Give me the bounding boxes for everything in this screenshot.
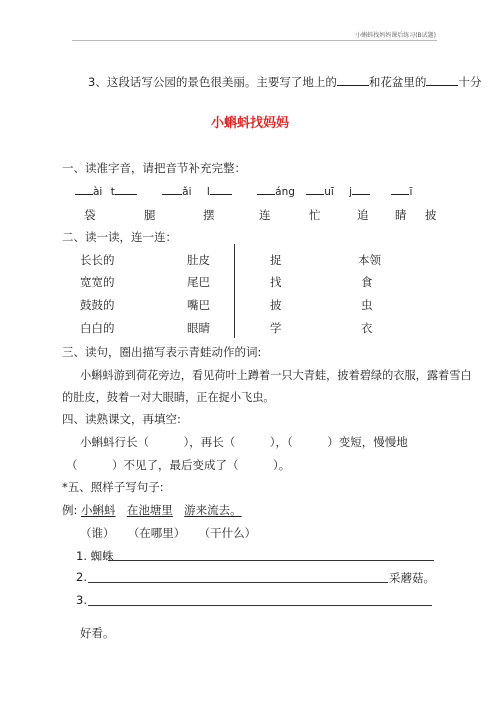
pinyin-blank-7[interactable]	[352, 184, 370, 195]
match-right-a-2: 找	[270, 275, 282, 289]
char-6: 追	[357, 208, 369, 222]
q3-blank-2[interactable]	[426, 75, 458, 86]
pinyin-7: j	[349, 186, 353, 198]
char-8: 披	[425, 208, 437, 222]
char-4: 连	[259, 208, 271, 222]
match-right-b-2: 食	[361, 275, 373, 289]
match-left-b-4: 眼睛	[187, 321, 210, 335]
item-3-trailing: 好看。	[80, 626, 115, 640]
char-1: 袋	[84, 208, 96, 222]
item-3-prefix: 3.	[76, 593, 87, 607]
example-sentence	[62, 502, 242, 518]
match-right-b-1: 本领	[358, 253, 381, 267]
hint-where: （在哪里）	[127, 526, 186, 540]
item-2-suffix: 采蘑菇。	[389, 571, 435, 585]
example-label: 例:	[62, 503, 78, 517]
pinyin-blank-2[interactable]	[115, 184, 137, 195]
pinyin-blank-5[interactable]	[257, 184, 275, 195]
section-1-heading: 一、读准字音，请把音节补充完整：	[62, 161, 246, 175]
item-2-prefix: 2.	[76, 570, 87, 584]
example-hints	[80, 525, 256, 541]
example-who: 小蝌蚪	[81, 503, 116, 517]
pinyin-3: ǎi	[182, 186, 192, 198]
pinyin-blank-6[interactable]	[306, 184, 324, 195]
pinyin-blank-8[interactable]	[391, 184, 409, 195]
passage-line-1: 小蝌蚪游到荷花旁边，看见荷叶上蹲着一只大青蛙，披着碧绿的衣服，露着雪白	[80, 369, 472, 382]
char-3: 摆	[203, 208, 215, 222]
item-1-prefix: 1. 蜘蛛	[76, 549, 114, 563]
section-4-heading: 四、读熟课文，再填空:	[62, 412, 181, 426]
pinyin-5: áng	[275, 186, 295, 198]
q3-text-b: 和花盆里的	[368, 75, 427, 89]
pinyin-row	[75, 184, 412, 198]
match-left-b-3: 嘴巴	[187, 298, 210, 312]
pinyin-blank-3[interactable]	[162, 184, 182, 195]
pinyin-blank-1[interactable]	[75, 184, 93, 195]
match-divider	[234, 244, 235, 338]
item-3-answer-line[interactable]	[88, 605, 432, 606]
match-left-a-1: 长长的	[80, 253, 115, 267]
hint-what: （干什么）	[198, 526, 257, 540]
match-left-b-1: 肚皮	[187, 253, 210, 267]
page-header: 小蝌蚪找妈妈课后练习(B试题)	[355, 32, 436, 39]
match-left-a-3: 鼓鼓的	[80, 298, 115, 312]
pinyin-1: ài	[93, 186, 103, 198]
match-left-a-2: 宽宽的	[80, 275, 115, 289]
fill-line-2[interactable]: （ ）不见了，最后变成了（ ）。	[66, 458, 291, 472]
question-3	[88, 74, 481, 90]
char-2: 腿	[144, 208, 156, 222]
q3-blank-1[interactable]	[337, 75, 369, 86]
fill-line-1[interactable]: 小蝌蚪行长（ ），再长（ ），（ ）变短，慢慢地	[80, 435, 408, 449]
pinyin-2: t	[110, 186, 115, 198]
match-left-b-2: 尾巴	[187, 275, 210, 289]
char-7: 睛	[395, 208, 407, 222]
pinyin-8: ī	[409, 186, 413, 198]
section-5-heading: *五、照样子写句子:	[62, 480, 164, 494]
match-left-a-4: 白白的	[80, 321, 115, 335]
match-right-a-1: 捉	[270, 253, 282, 267]
match-right-a-4: 学	[270, 321, 282, 335]
header-divider	[72, 40, 437, 41]
example-where: 在池塘里	[126, 503, 173, 517]
hint-who: （谁）	[80, 526, 115, 540]
section-2-heading: 二、读一读，连一连：	[62, 230, 177, 244]
example-what: 游来流去。	[184, 503, 242, 517]
pinyin-blank-4[interactable]	[210, 184, 232, 195]
q3-text-c: 十分	[458, 75, 482, 89]
section-3-heading: 三、读句，圈出描写表示青蛙动作的词:	[62, 345, 262, 359]
item-1-answer-line[interactable]	[108, 560, 434, 561]
item-2-answer-line[interactable]	[88, 582, 388, 583]
passage-line-2: 的肚皮，鼓着一对大眼睛，正在捉小飞虫。	[62, 391, 275, 404]
pinyin-4: l	[206, 186, 210, 198]
char-5: 忙	[309, 208, 321, 222]
page-title: 小蝌蚪找妈妈	[210, 116, 289, 131]
match-right-b-4: 衣	[361, 321, 373, 335]
match-right-a-3: 披	[270, 298, 282, 312]
q3-text-a: 3、这段话写公园的景色很美丽。主要写了地上的	[88, 75, 337, 89]
pinyin-6: uī	[324, 186, 334, 198]
match-right-b-3: 虫	[361, 298, 373, 312]
